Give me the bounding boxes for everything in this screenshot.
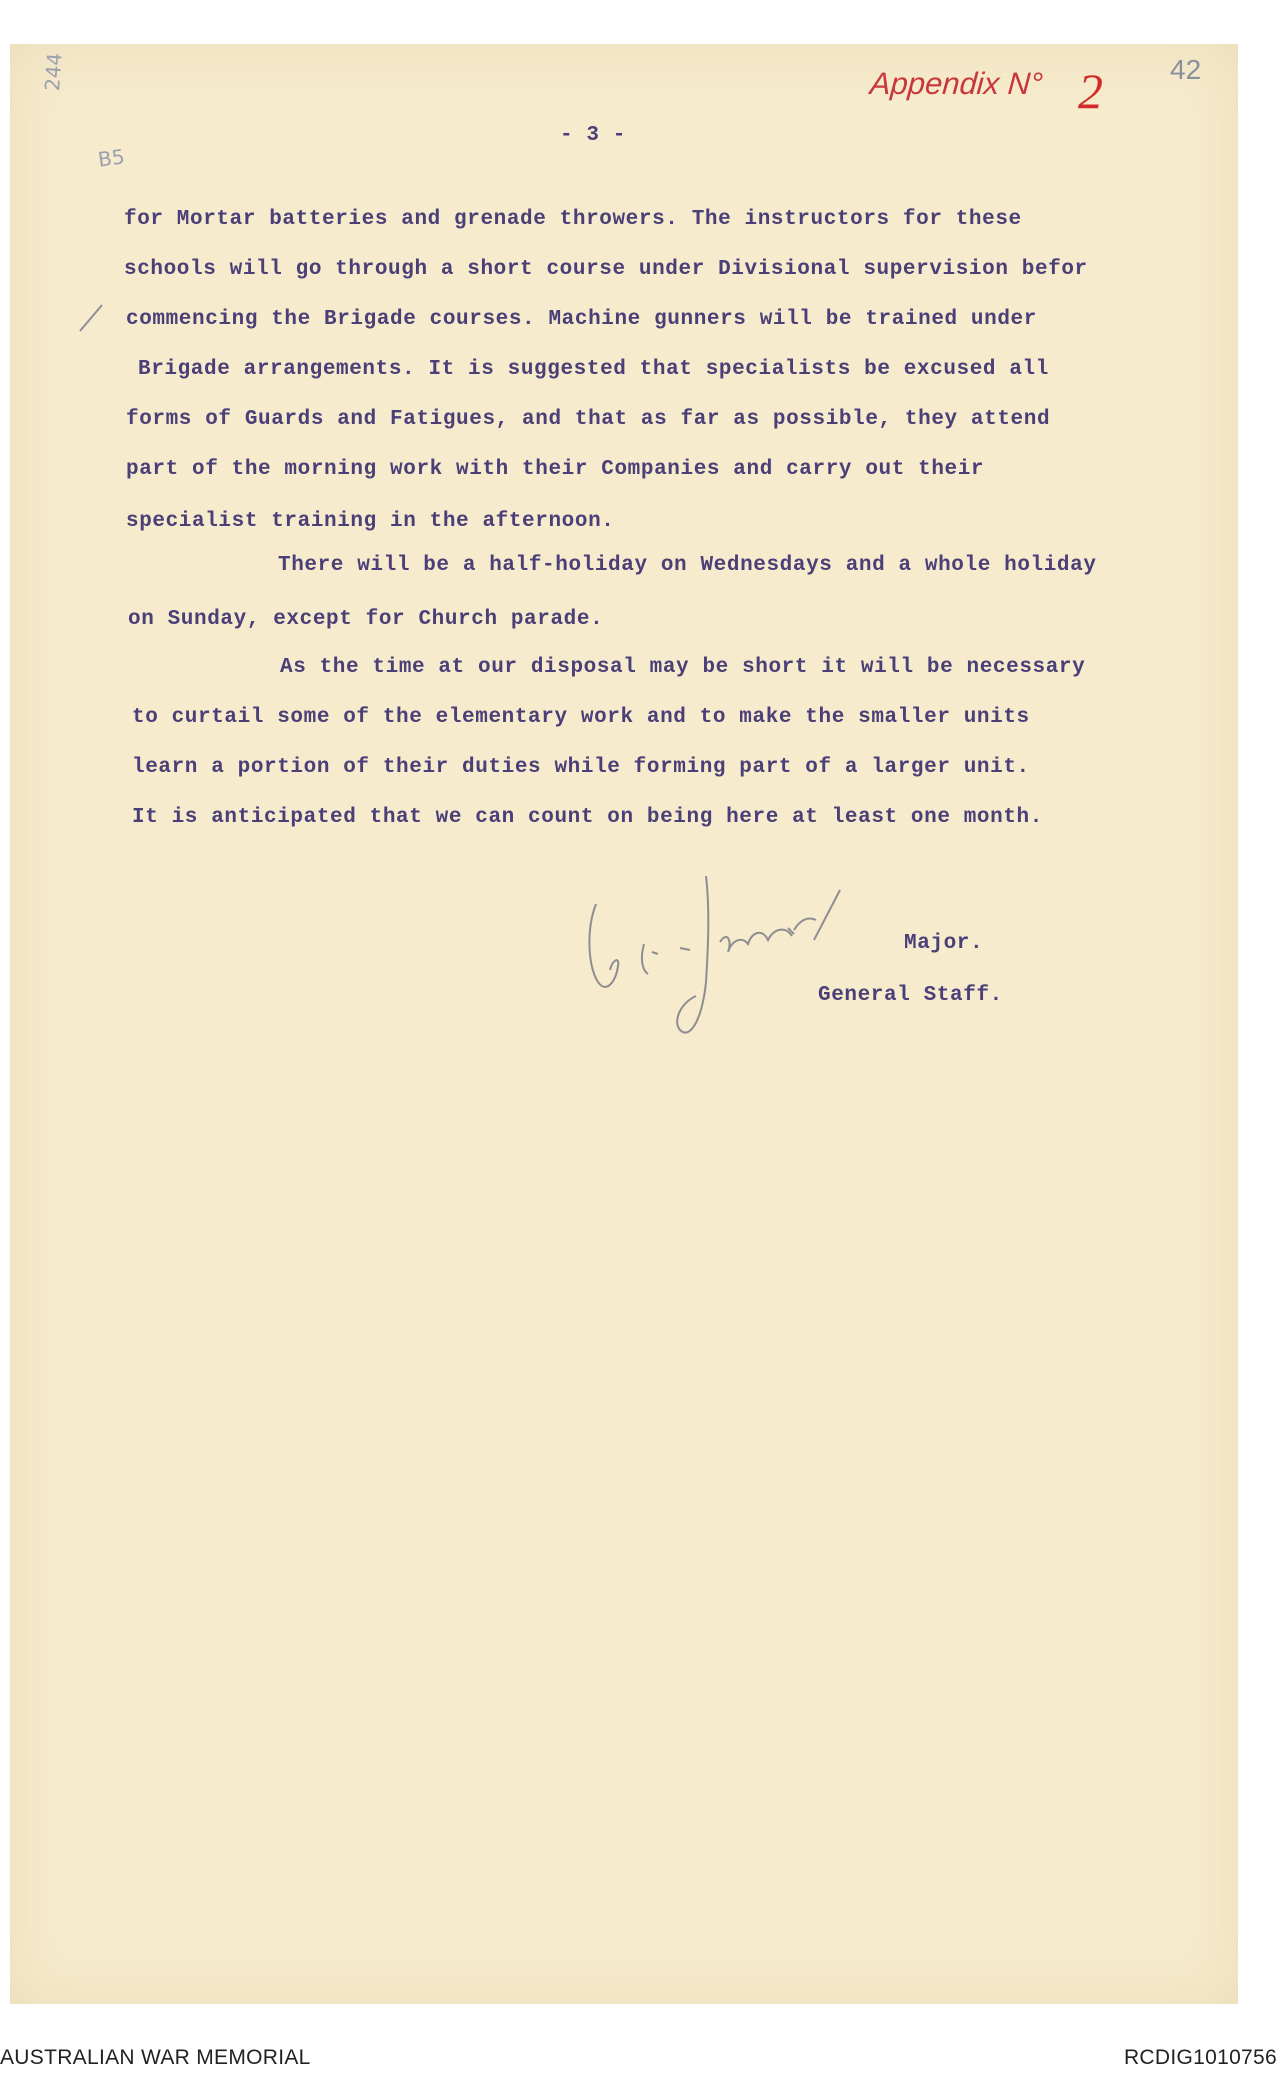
body-line: part of the morning work with their Companies and carry out their [126, 458, 985, 481]
body-line: on Sunday, except for Church parade. [128, 608, 604, 631]
folio-number: 42 [1170, 54, 1202, 85]
body-line: to curtail some of the elementary work and to make the smaller units [132, 706, 1030, 729]
body-line: specialist training in the afternoon. [126, 510, 615, 533]
signature-unit: General Staff. [818, 984, 1003, 1007]
body-line: for Mortar batteries and grenade throwers. The instructors for these [124, 208, 1022, 231]
body-line: forms of Guards and Fatigues, and that as far as possible, they attend [126, 408, 1051, 431]
signature-rank: Major. [904, 932, 984, 955]
pencil-note-margin: 244 [40, 51, 67, 92]
body-line: Brigade arrangements. It is suggested that specialists be excused all [138, 358, 1049, 381]
handwritten-signature [582, 870, 942, 1050]
body-line: There will be a half-holiday on Wednesdays and a whole holiday [278, 554, 1097, 577]
footer-right-id: RCDIG1010756 [1123, 2046, 1277, 2069]
appendix-number: 2 [1078, 63, 1103, 119]
margin-tick-mark [72, 299, 112, 339]
pencil-note-b5: B5 [96, 144, 126, 172]
body-line: As the time at our disposal may be short it will be necessary [280, 656, 1086, 679]
body-line: learn a portion of their duties while forming part of a larger unit. [132, 756, 1030, 779]
page-marker: - 3 - [560, 124, 627, 147]
body-line: It is anticipated that we can count on being here at least one month. [132, 806, 1043, 829]
appendix-label: Appendix N° [868, 66, 1044, 101]
body-line: schools will go through a short course under Divisional supervision befor [124, 258, 1088, 281]
body-line: commencing the Brigade courses. Machine gunners will be trained under [126, 308, 1037, 331]
footer-left-credit: AUSTRALIAN WAR MEMORIAL [0, 2046, 311, 2069]
